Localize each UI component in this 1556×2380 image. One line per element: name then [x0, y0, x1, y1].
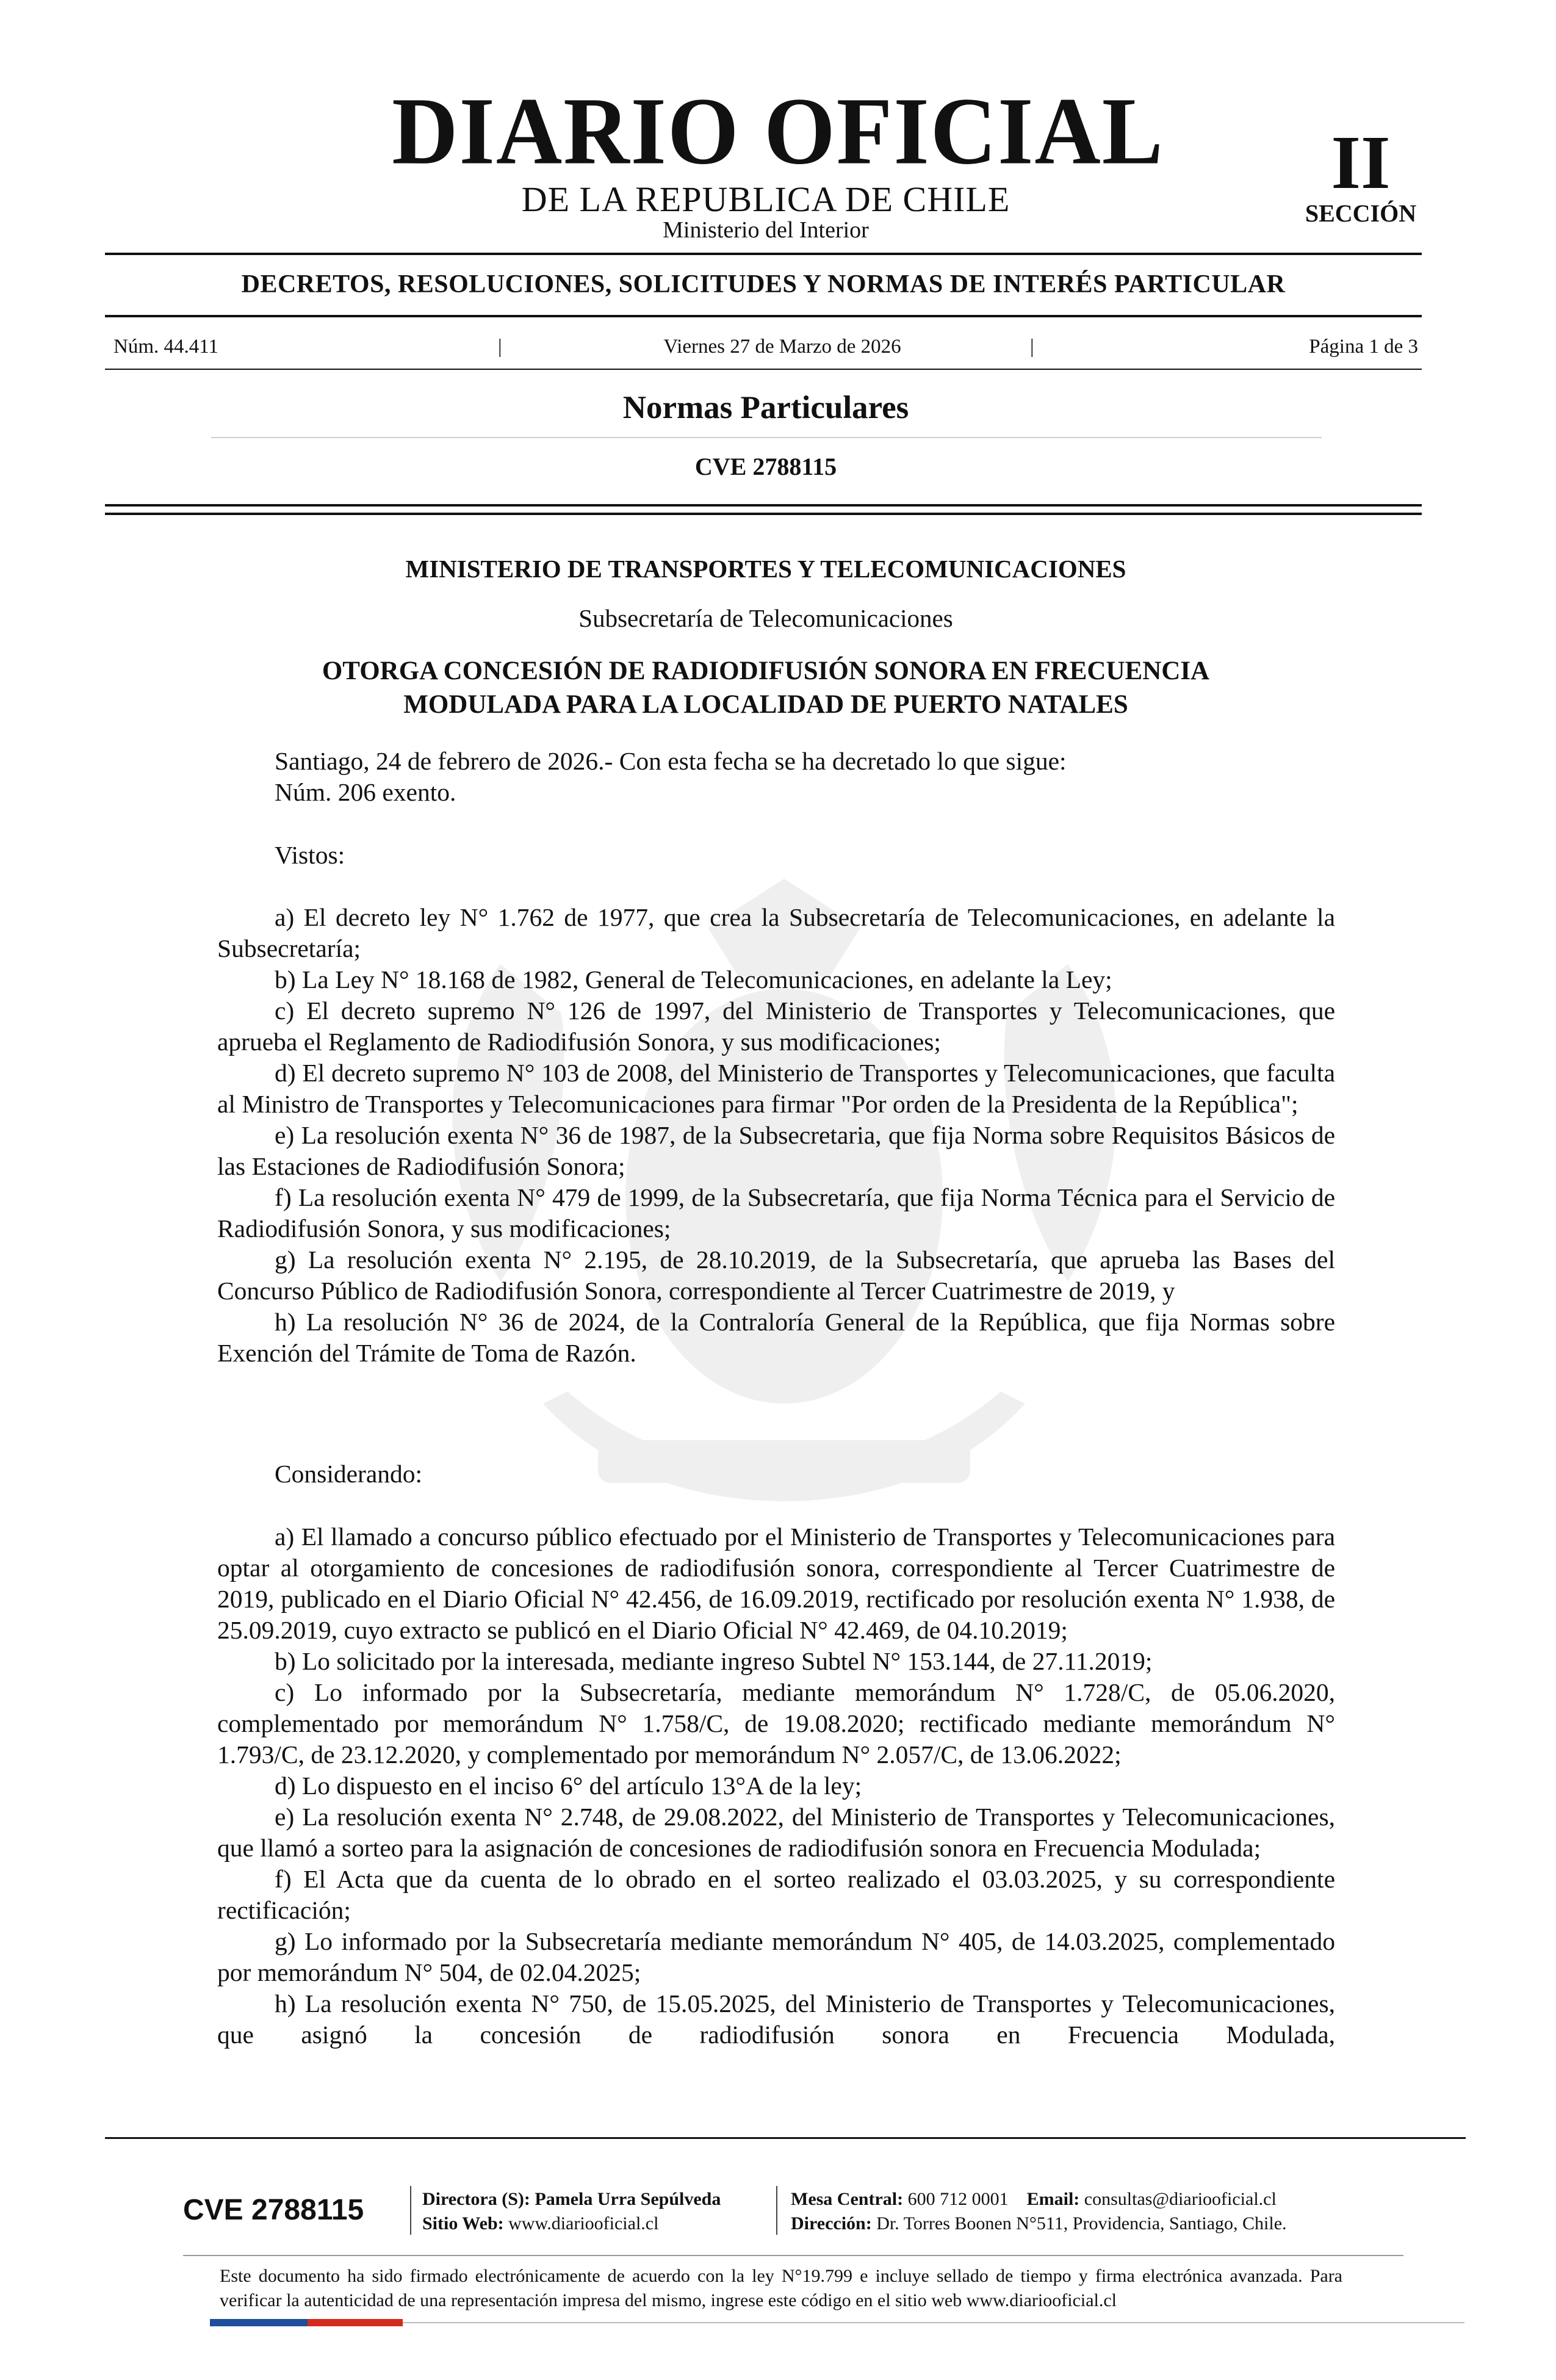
title-divider — [211, 437, 1322, 438]
phone-label: Mesa Central: — [791, 2189, 904, 2209]
section-label: SECCIÓN — [1305, 200, 1417, 227]
flag-baseline — [403, 2322, 1464, 2323]
footer-cve-code: CVE 2788115 — [183, 2194, 364, 2226]
page-number: Página 1 de 3 — [1309, 336, 1418, 358]
document-ministry: MINISTERIO DE TRANSPORTES Y TELECOMUNICACIONES — [405, 555, 1126, 583]
decree-title-line: OTORGA CONCESIÓN DE RADIODIFUSIÓN SONORA EN FRECUENCIA — [322, 657, 1210, 685]
footer-separator — [410, 2186, 411, 2235]
email-link[interactable]: consultas@diariooficial.cl — [1084, 2189, 1277, 2209]
decree-intro — [275, 746, 1336, 808]
visto-item: d) El decreto supremo N° 103 de 2008, del Ministerio de Transportes y Telecomunicaciones, que faculta al Ministro de Transportes y Telecomunicaciones para firmar "Por orden de la Presidenta de la República"; — [217, 1059, 1335, 1118]
address-value: Dr. Torres Boonen N°511, Providencia, Santiago, Chile. — [876, 2213, 1287, 2234]
banner-divider — [105, 315, 1422, 317]
issue-separator: | — [498, 336, 502, 358]
website-label: Sitio Web: — [422, 2213, 504, 2234]
visto-item: e) La resolución exenta N° 36 de 1987, de la Subsecretaria, que fija Norma sobre Requisitos Básicos de las Estaciones de Radiodifusión Sonora; — [217, 1121, 1335, 1180]
vistos-list — [217, 902, 1335, 1369]
considerando-item: f) El Acta que da cuenta de lo obrado en el sorteo realizado el 03.03.2025, y su correspondiente rectificación; — [217, 1865, 1335, 1924]
cve-divider-bottom — [105, 513, 1422, 515]
website-link[interactable]: www.diariooficial.cl — [508, 2213, 659, 2234]
visto-item: g) La resolución exenta N° 2.195, de 28.10.2019, de la Subsecretaría, que aprueba las Bases del Concurso Público de Radiodifusión Sonora, correspondiente al Tercer Cuatrimestre de 2019, y — [217, 1246, 1335, 1305]
section-number: II — [1331, 121, 1391, 205]
issue-separator: | — [1030, 336, 1034, 358]
director-name: Pamela Urra Sepúlveda — [535, 2189, 721, 2209]
footer-director-block — [422, 2187, 721, 2236]
considerando-item: b) Lo solicitado por la interesada, mediante ingreso Subtel N° 153.144, de 27.11.2019; — [275, 1647, 1153, 1675]
cve-divider-top — [105, 504, 1422, 507]
considerando-item: c) Lo informado por la Subsecretaría, mediante memorándum N° 1.728/C, de 05.06.2020, complementado por memorándum N° 1.758/C, de 19.08.2020; rectificado mediante memorándum N° 1.793/C, de 23.12.2020, y complementado por memorándum N° 2.057/C, de 13.06.2022; — [217, 1678, 1335, 1769]
decree-title-line: MODULADA PARA LA LOCALIDAD DE PUERTO NATALES — [403, 690, 1128, 719]
considerando-item: h) La resolución exenta N° 750, de 15.05.2025, del Ministerio de Transportes y Telecomunicaciones, que asignó la concesión de radiodifusión sonora en Frecuencia Modulada, — [217, 1989, 1335, 2049]
visto-item: h) La resolución N° 36 de 2024, de la Contraloría General de la República, que fija Normas sobre Exención del Trámite de Toma de Razón. — [217, 1308, 1335, 1367]
document-subsecretaria: Subsecretaría de Telecomunicaciones — [578, 604, 953, 632]
masthead-divider — [105, 253, 1422, 255]
issue-divider — [105, 369, 1422, 370]
cve-code: CVE 2788115 — [694, 453, 837, 480]
footer-legal-notice: Este documento ha sido firmado electrónicamente de acuerdo con la ley N°19.799 e incluye sellado de tiempo y firma electrónica avanzada. Para verificar la autenticidad de una representación impresa del mismo, ingrese este código en el sitio web www.diariooficial.cl — [220, 2266, 1342, 2310]
decree-number-line: Núm. 206 exento. — [275, 778, 456, 806]
footer-separator — [776, 2186, 777, 2235]
considerando-item: e) La resolución exenta N° 2.748, de 29.08.2022, del Ministerio de Transportes y Telecomunicaciones, que llamó a sorteo para la asignación de concesiones de radiodifusión sonora en Frecuencia Modulada; — [217, 1803, 1335, 1862]
decree-title — [0, 654, 1532, 721]
director-label: Directora (S): — [422, 2189, 530, 2209]
vistos-heading: Vistos: — [275, 841, 345, 869]
considerando-item: g) Lo informado por la Subsecretaría mediante memorándum N° 405, de 14.03.2025, complementado por memorándum N° 504, de 02.04.2025; — [217, 1927, 1335, 1986]
section-banner: DECRETOS, RESOLUCIONES, SOLICITUDES Y NORMAS DE INTERÉS PARTICULAR — [241, 270, 1286, 298]
flag-stripe-red — [308, 2319, 403, 2326]
issue-date: Viernes 27 de Marzo de 2026 — [663, 336, 901, 358]
footer-inner-divider — [183, 2255, 1403, 2256]
masthead-ministry: Ministerio del Interior — [663, 217, 869, 243]
phone-value: 600 712 0001 — [907, 2189, 1009, 2209]
flag-stripe-blue — [210, 2319, 308, 2326]
visto-item: a) El decreto ley N° 1.762 de 1977, que crea la Subsecretaría de Telecomunicaciones, en adelante la Subsecretaría; — [217, 903, 1335, 962]
visto-item: c) El decreto supremo N° 126 de 1997, del Ministerio de Transportes y Telecomunicaciones, que aprueba el Reglamento de Radiodifusión Sonora, y sus modificaciones; — [217, 997, 1335, 1056]
considerando-list — [217, 1521, 1335, 2050]
considerando-item: d) Lo dispuesto en el inciso 6° del artículo 13°A de la ley; — [275, 1772, 862, 1800]
considerando-item: a) El llamado a concurso público efectuado por el Ministerio de Transportes y Telecomunicaciones para optar al otorgamiento de concesiones de radiodifusión sonora, correspondiente al Tercer Cuatrimestre de 2019, publicado en el Diario Oficial N° 42.456, de 16.09.2019, rectificado por resolución exenta N° 1.938, de 25.09.2019, cuyo extracto se publicó en el Diario Oficial N° 42.469, de 04.10.2019; — [217, 1523, 1335, 1644]
issue-info-row — [105, 334, 1422, 359]
footer-divider — [105, 2137, 1466, 2139]
email-label: Email: — [1026, 2189, 1080, 2209]
address-label: Dirección: — [791, 2213, 872, 2234]
masthead-title: DIARIO OFICIAL — [392, 78, 1164, 185]
visto-item: b) La Ley N° 18.168 de 1982, General de Telecomunicaciones, en adelante la Ley; — [275, 965, 1112, 993]
issue-number: Núm. 44.411 — [113, 336, 219, 358]
section-title: Normas Particulares — [622, 390, 909, 425]
masthead-subtitle: DE LA REPUBLICA DE CHILE — [521, 179, 1010, 219]
footer-contact-block — [791, 2187, 1287, 2236]
visto-item: f) La resolución exenta N° 479 de 1999, de la Subsecretaría, que fija Norma Técnica para el Servicio de Radiodifusión Sonora, y sus modificaciones; — [217, 1183, 1335, 1242]
decree-date-line: Santiago, 24 de febrero de 2026.- Con esta fecha se ha decretado lo que sigue: — [275, 747, 1067, 775]
considerando-heading: Considerando: — [275, 1460, 423, 1488]
